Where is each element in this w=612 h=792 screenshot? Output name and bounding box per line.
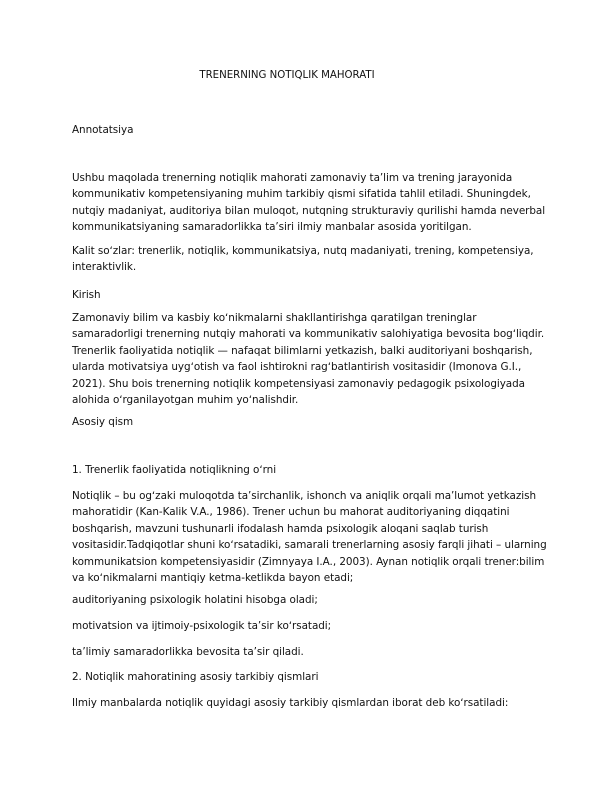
intro-paragraph: Zamonaviy bilim va kasbiy koʻnikmalarni shakllantirishga qaratilgan treninglar samaradorligi trenerning nutqiy mahorati va kommunikativ salohiyatiga bevosita bogʻliqdir. Trenerlik faoliyatida notiqlik — nafaqat bilimlarni yetkazish, balki auditoriyani boshqarish, ularda motivatsiya uygʻotish va faol ishtirokni ragʻbatlantirish vositasidir (Imonova G.I., 2021). Shu bois trenerning notiqlik kompetensiyasi zamonaviy pedagogik psixologiyada alohida oʻrganilayotgan muhim yoʻnalishdir. [72,312,545,407]
main-section-heading: Asosiy qism [72,416,134,428]
document-title: TRENERNING NOTIQLIK MAHORATI [199,70,375,81]
section-1-heading: 1. Trenerlik faoliyatida notiqlikning oʻrni [72,464,277,476]
section-1-paragraph: Notiqlik – bu ogʻzaki muloqotda taʼsirchanlik, ishonch va aniqlik orqali maʼlumot yetkazish mahoratidir (Kan-Kalik V.A., 1986). Trener uchun bu mahorat auditoriyaning diqqatini boshqarish, mavzuni tushunarli ifodalash hamda psixologik aloqani saqlab turish vositasidir.Tadqiqotlar shuni koʻrsatadiki, samarali trenerlarning asosiy farqli jihati – ularning kommunikatsion kompetensiyasidir (Zimnyaya I.A., 2003). Aynan notiqlik orqali trener:bilim va koʻnikmalarni mantiqiy ketma-ketlikda bayon etadi; [72,490,547,585]
abstract-heading: Annotatsiya [72,124,134,136]
intro-heading: Kirish [72,289,101,301]
list-item: auditoriyaning psixologik holatini hisobga oladi; [72,594,318,606]
keywords-paragraph: Kalit soʻzlar: trenerlik, notiqlik, kommunikatsiya, nutq madaniyati, trening, kompetensiya, interaktivlik. [72,245,534,274]
section-2-paragraph: Ilmiy manbalarda notiqlik quyidagi asosiy tarkibiy qismlardan iborat deb koʻrsatiladi: [72,697,509,709]
abstract-paragraph: Ushbu maqolada trenerning notiqlik mahorati zamonaviy taʼlim va trening jarayonida kommunikativ kompetensiyaning muhim tarkibiy qismi sifatida tahlil etiladi. Shuningdek, nutqiy madaniyat, auditoriya bilan muloqot, nutqning strukturaviy qurilishi hamda neverbal kommunikatsiyaning samaradorlikka taʼsiri ilmiy manbalar asosida yoritilgan. [72,172,546,234]
list-item: taʼlimiy samaradorlikka bevosita taʼsir qiladi. [72,646,304,658]
list-item: motivatsion va ijtimoiy-psixologik taʼsir koʻrsatadi; [72,620,332,632]
section-2-heading: 2. Notiqlik mahoratining asosiy tarkibiy qismlari [72,671,319,683]
